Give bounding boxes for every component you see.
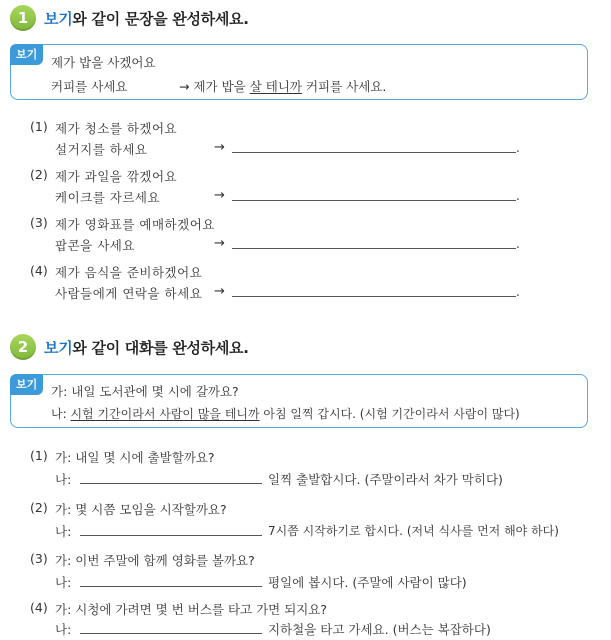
section-1-title-keyword: 보기 [44,9,73,28]
section-1-example-arrow: → [179,79,190,94]
dialog-answer-tail: 일찍 출발합시다. (주말이라서 차가 막히다) [268,472,503,487]
item-line2: 사람들에게 연락을 하세요 [55,286,203,301]
item-line1: 제가 청소를 하겠어요 [55,121,178,136]
arrow-icon: → [214,140,225,155]
arrow-icon: → [214,188,225,203]
dialog-question: 가: 이번 주말에 함께 영화를 볼까요? [55,553,255,568]
section-2-example-post: 아침 일찍 갑시다. (시험 기간이라서 사람이 많다) [259,407,520,421]
section-1-example-post: 커피를 사세요. [302,79,387,94]
section-1-heading [10,5,249,31]
section-2-example-tag: 보기 [10,374,43,395]
item-line1: 제가 과일을 깎겠어요 [55,169,178,184]
dialog-question: 가: 시청에 가려면 몇 번 버스를 타고 가면 되지요? [55,602,328,617]
dialog-answer-tail: 평일에 봅시다. (주말에 사람이 많다) [268,575,467,590]
section-2-example-underlined: 시험 기간이라서 사람이 많을 테니까 [70,407,260,421]
item-line2: 설거지를 하세요 [55,142,148,157]
section-2-heading [10,334,249,360]
item-line2: 케이크를 자르세요 [55,190,161,205]
period: . [516,189,520,203]
item-number: (3) [30,215,48,230]
period: . [516,237,520,251]
period: . [516,141,520,155]
item-number: (4) [30,263,48,278]
section-2-title-keyword: 보기 [44,338,73,357]
section-2-example-line2 [51,405,520,422]
section-1-number-badge: 1 [10,5,36,31]
answer-blank[interactable] [80,535,262,536]
arrow-icon: → [214,236,225,251]
dialog-question: 가: 몇 시쯤 모임을 시작할까요? [55,502,227,517]
answer-blank[interactable] [232,200,516,201]
item-number: (2) [30,500,48,515]
section-2-example-pre: 나: [51,407,71,421]
dialog-answer-label: 나: [55,472,72,487]
section-1-example-box [10,44,588,100]
dialog-answer-label: 나: [55,524,72,539]
section-2-title-rest: 와 같이 대화를 완성하세요. [72,338,249,357]
item-number: (3) [30,551,48,566]
section-1-example-pre: 제가 밥을 [193,79,250,94]
item-line2: 팝콘을 사세요 [55,238,135,253]
section-2-number-badge: 2 [10,334,36,360]
section-2-title [44,337,249,358]
answer-blank[interactable] [80,586,262,587]
section-2-example-box [10,374,588,428]
section-1-title [44,8,249,29]
section-1-title-rest: 와 같이 문장을 완성하세요. [72,9,249,28]
section-1-example-line2-left: 커피를 사세요 [51,79,128,94]
section-1-example-line1: 제가 밥을 사겠어요 [51,55,156,70]
answer-blank[interactable] [232,248,516,249]
section-2-example-line1: 가: 내일 도서관에 몇 시에 갈까요? [51,384,239,399]
answer-blank[interactable] [80,483,262,484]
item-number: (1) [30,119,48,134]
item-line1: 제가 영화표를 예매하겠어요 [55,217,215,232]
section-1-example-line2-right [179,77,386,95]
item-number: (4) [30,600,48,615]
dialog-answer-tail: 7시쯤 시작하기로 합시다. (저녁 식사를 먼저 해야 하다) [268,524,559,538]
section-1-example-underlined: 살 테니까 [249,79,302,94]
period: . [516,285,520,299]
item-line1: 제가 음식을 준비하겠어요 [55,265,203,280]
dialog-question: 가: 내일 몇 시에 출발할까요? [55,450,215,465]
dialog-answer-tail: 지하철을 타고 가세요. (버스는 복잡하다) [268,622,491,637]
dialog-answer-label: 나: [55,622,72,637]
answer-blank[interactable] [232,152,516,153]
arrow-icon: → [214,284,225,299]
answer-blank[interactable] [80,633,262,634]
item-number: (2) [30,167,48,182]
item-number: (1) [30,448,48,463]
answer-blank[interactable] [232,296,516,297]
dialog-answer-label: 나: [55,575,72,590]
section-1-example-tag: 보기 [10,44,43,65]
